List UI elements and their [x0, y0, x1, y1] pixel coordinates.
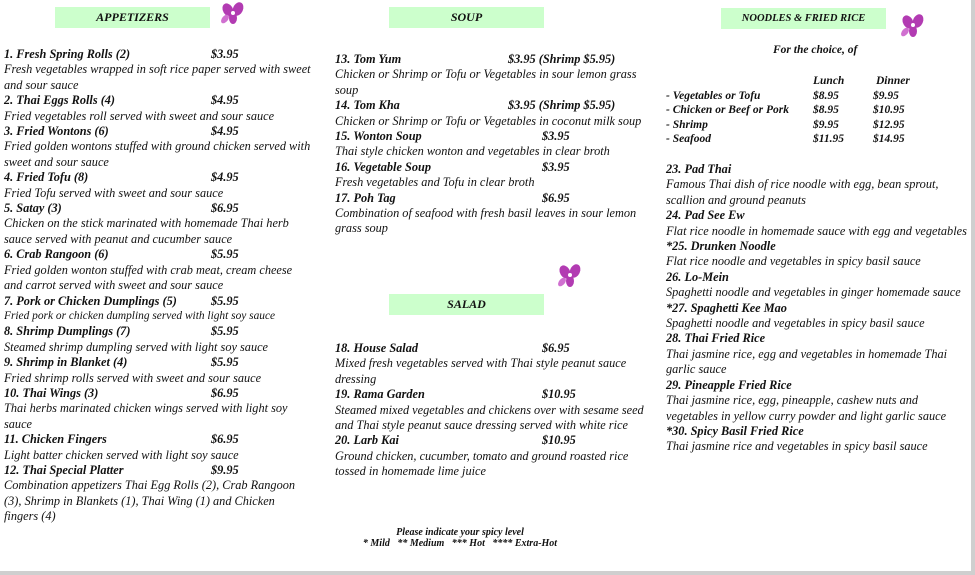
menu-item	[335, 129, 645, 160]
salad-header: SALAD	[389, 294, 544, 315]
item-price: $3.95	[542, 129, 570, 144]
menu-item	[4, 324, 312, 355]
menu-item	[4, 294, 312, 325]
item-description: Spaghetti noodle and vegetables in ginger homemade sauce	[666, 285, 961, 300]
choice-title: For the choice, of	[773, 44, 858, 56]
menu-item	[4, 386, 312, 432]
menu-item	[666, 208, 968, 239]
item-price: $5.95	[211, 355, 239, 370]
item-description: Thai jasmine rice and vegetables in spicy basil sauce	[666, 439, 928, 454]
price-row	[666, 90, 926, 105]
item-description: Ground chicken, cucumber, tomato and ground roasted rice tossed in homemade lime juice	[335, 448, 629, 479]
item-price: $6.95	[542, 190, 570, 205]
item-description: Steamed shrimp dumpling served with light soy sauce	[4, 339, 269, 354]
lunch-price: $11.95	[813, 133, 844, 145]
item-price: $3.95 (Shrimp $5.95)	[508, 52, 616, 66]
item-name: 9. Shrimp in Blanket (4)	[4, 355, 128, 370]
item-name: 13. Tom Yum	[335, 52, 402, 66]
price-row-label: - Seafood	[666, 133, 712, 145]
menu-item	[335, 52, 645, 98]
menu-item	[4, 247, 312, 293]
item-price: $4.95	[211, 170, 239, 185]
item-description: Thai jasmine rice, egg and vegetables in homemade Thai garlic sauce	[666, 346, 948, 377]
price-table	[666, 75, 926, 148]
price-row	[666, 119, 926, 134]
item-description: Chicken or Shrimp or Tofu or Vegetables in coconut milk soup	[335, 113, 642, 128]
menu-item	[335, 433, 645, 479]
item-description: Fresh vegetables and Tofu in clear broth	[335, 175, 535, 190]
menu-item	[666, 378, 968, 424]
item-price: $5.95	[211, 247, 239, 262]
dinner-price: $10.95	[873, 104, 905, 116]
lunch-price: $8.95	[813, 89, 839, 102]
item-name: *27. Spaghetti Kee Mao	[666, 300, 787, 315]
item-price: $3.95	[542, 159, 570, 174]
item-price: $6.95	[211, 385, 239, 400]
item-name: 29. Pineapple Fried Rice	[666, 377, 792, 392]
item-description: Flat rice noodle in homemade sauce with egg and vegetables	[666, 223, 967, 238]
item-description: Thai jasmine rice, egg, pineapple, cashew nuts and vegetables in yellow curry powder and light garlic sauce	[666, 393, 947, 423]
item-price: $9.95	[211, 462, 239, 477]
item-price: $10.95	[542, 387, 576, 402]
item-name: 16. Vegetable Soup	[335, 159, 431, 174]
item-name: 26. Lo-Mein	[666, 269, 729, 284]
salad-list	[335, 341, 645, 480]
lunch-price: $8.95	[813, 104, 839, 116]
spicy-level-note	[340, 527, 580, 549]
orchid-icon	[216, 0, 250, 28]
item-description: Flat rice noodle and vegetables in spicy basil sauce	[666, 254, 921, 269]
dinner-label: Dinner	[876, 75, 910, 87]
menu-item	[335, 191, 645, 237]
orchid-icon	[896, 10, 930, 42]
item-name: 4. Fried Tofu (8)	[4, 170, 89, 185]
item-description: Fried shrimp rolls served with sweet and sour sauce	[4, 370, 262, 385]
menu-item	[335, 98, 645, 129]
item-description: Fried golden wontons stuffed with ground chicken served with sweet and sour sauce	[4, 139, 311, 169]
item-price: $10.95	[542, 433, 576, 448]
menu-item	[666, 424, 968, 455]
price-row-label: - Shrimp	[666, 118, 708, 131]
menu-item	[335, 387, 645, 433]
item-price: $5.95	[211, 293, 239, 308]
item-description: Fried golden wonton stuffed with crab meat, cream cheese and carrot served with sweet and sour sauce	[4, 262, 293, 293]
item-price: $6.95	[211, 432, 239, 447]
item-description: Light batter chicken served with light soy sauce	[4, 447, 239, 462]
item-price: $3.95 (Shrimp $5.95)	[508, 98, 616, 113]
item-description: Combination appetizers Thai Egg Rolls (2), Crab Rangoon (3), Shrimp in Blankets (1), Thai Wing (1) and Chicken fingers (4)	[4, 478, 296, 524]
menu-item	[4, 432, 312, 463]
menu-item	[335, 341, 645, 387]
menu-item	[4, 124, 312, 170]
item-name: 12. Thai Special Platter	[4, 462, 124, 477]
item-name: *25. Drunken Noodle	[666, 239, 776, 254]
spicy-note-levels: * Mild ** Medium *** Hot **** Extra-Hot	[362, 538, 558, 549]
item-description: Fried vegetables roll served with sweet and sour sauce	[4, 108, 275, 123]
item-name: 18. House Salad	[335, 341, 419, 355]
item-name: 28. Thai Fried Rice	[666, 331, 766, 346]
item-name: 17. Poh Tag	[335, 190, 396, 205]
orchid-icon	[553, 261, 587, 291]
item-name: 19. Rama Garden	[335, 387, 425, 402]
price-table-header	[666, 75, 926, 90]
menu-item	[4, 93, 312, 124]
item-price: $6.95	[211, 201, 239, 216]
menu-item	[666, 162, 968, 208]
menu-item	[4, 47, 312, 93]
item-name: 6. Crab Rangoon (6)	[4, 247, 109, 262]
item-price: $6.95	[542, 341, 570, 355]
menu-item	[4, 355, 312, 386]
dinner-price: $14.95	[873, 133, 905, 145]
price-row	[666, 104, 926, 119]
item-price: $4.95	[211, 93, 239, 108]
noodles-header: NOODLES & FRIED RICE	[721, 8, 886, 29]
item-name: *30. Spicy Basil Fried Rice	[666, 423, 804, 438]
lunch-price: $9.95	[813, 118, 839, 131]
item-name: 23. Pad Thai	[666, 162, 732, 176]
item-description: Thai herbs marinated chicken wings served with light soy sauce	[4, 401, 288, 431]
appetizers-list	[4, 47, 312, 525]
item-description: Fried Tofu served with sweet and sour sauce	[4, 185, 224, 200]
item-price: $4.95	[211, 124, 239, 139]
appetizers-header: APPETIZERS	[55, 7, 210, 28]
spicy-note-title: Please indicate your spicy level	[396, 527, 524, 538]
item-description: Chicken or Shrimp or Tofu or Vegetables in sour lemon grass soup	[335, 67, 637, 97]
item-description: Fried pork or chicken dumpling served with light soy sauce	[4, 309, 276, 322]
item-description: Fresh vegetables wrapped in soft rice paper served with sweet and sour sauce	[4, 62, 311, 92]
item-description: Thai style chicken wonton and vegetables in clear broth	[335, 144, 610, 159]
item-name: 8. Shrimp Dumplings (7)	[4, 324, 131, 339]
item-description: Mixed fresh vegetables served with Thai style peanut sauce dressing	[335, 356, 627, 386]
soup-list	[335, 52, 645, 237]
item-name: 5. Satay (3)	[4, 201, 62, 216]
item-price: $5.95	[211, 324, 239, 339]
menu-item	[666, 331, 968, 377]
item-name: 14. Tom Kha	[335, 98, 400, 113]
item-name: 1. Fresh Spring Rolls (2)	[4, 47, 131, 61]
item-name: 2. Thai Eggs Rolls (4)	[4, 93, 116, 108]
item-description: Spaghetti noodle and vegetables in spicy basil sauce	[666, 316, 925, 331]
menu-item	[4, 463, 312, 525]
item-description: Steamed mixed vegetables and chickens over with sesame seed and Thai style peanut sauce dressing served with white rice	[335, 402, 644, 433]
lunch-label: Lunch	[813, 75, 845, 87]
item-name: 7. Pork or Chicken Dumplings (5)	[4, 293, 177, 308]
menu-item	[4, 201, 312, 247]
item-name: 10. Thai Wings (3)	[4, 385, 99, 400]
soup-header: SOUP	[389, 7, 544, 28]
dinner-price: $12.95	[873, 118, 905, 131]
menu-item	[666, 270, 968, 301]
noodles-list	[666, 162, 968, 455]
item-description: Combination of seafood with fresh basil leaves in sour lemon grass soup	[335, 206, 637, 236]
item-name: 24. Pad See Ew	[666, 208, 745, 223]
price-row	[666, 133, 926, 148]
item-name: 15. Wonton Soup	[335, 129, 422, 144]
price-row-label: - Vegetables or Tofu	[666, 89, 761, 102]
menu-item	[4, 170, 312, 201]
item-price: $3.95	[211, 47, 239, 61]
price-row-label: - Chicken or Beef or Pork	[666, 104, 789, 116]
item-description: Famous Thai dish of rice noodle with egg, bean sprout, scallion and ground peanuts	[666, 177, 939, 207]
menu-item	[666, 301, 968, 332]
item-name: 20. Larb Kai	[335, 433, 399, 448]
item-name: 3. Fried Wontons (6)	[4, 124, 109, 139]
menu-item	[666, 239, 968, 270]
item-description: Chicken on the stick marinated with homemade Thai herb sauce served with peanut and cucumber sauce	[4, 216, 289, 246]
dinner-price: $9.95	[873, 89, 899, 102]
item-name: 11. Chicken Fingers	[4, 432, 107, 447]
menu-item	[335, 160, 645, 191]
